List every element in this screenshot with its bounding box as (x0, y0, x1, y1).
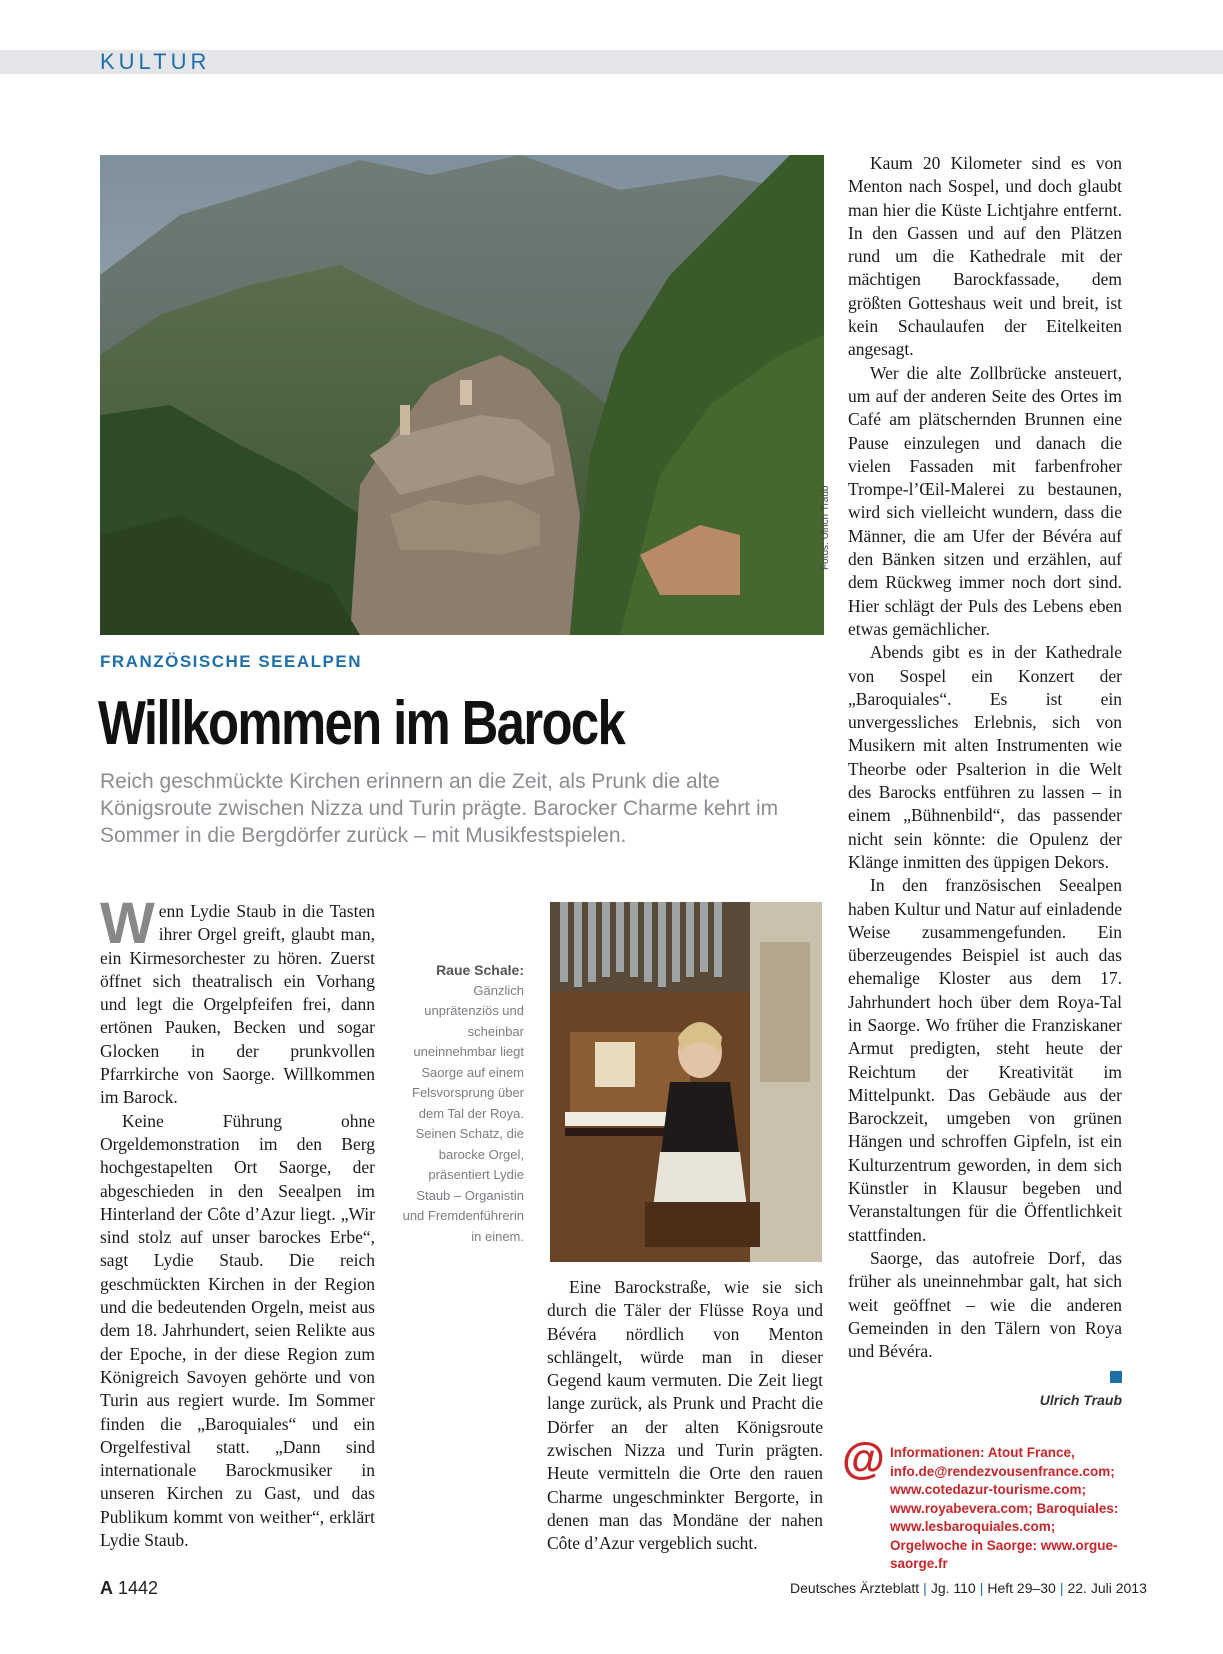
organ-photo (550, 902, 822, 1262)
article-column-3 (848, 152, 1122, 1363)
paragraph: Abends gibt es in der Kathedrale von Sospel ein Konzert der „Baroquiales“. Es ist ein unvergessliches Erlebnis, sich von Musikern mit alten Instrumenten wie Theorbe oder Psalterion in die Welt des Barocks entführen zu lassen – in einem „Bühnenbild“, das passender nicht sein könnte: die Opulenz der Klänge inmitten des üppigen Dekors. (848, 642, 1122, 872)
info-box: Informationen: Atout France, info.de@rendezvousenfrance.com; www.cotedazur-tourisme.com; www.royabevera.com; Baroquiales: www.lesbaroquiales.com; Orgelwoche in Saorge: www.orgue-saorge.fr (890, 1445, 1119, 1571)
kicker: FRANZÖSISCHE SEEALPEN (100, 652, 362, 671)
journal-name: Deutsches Ärzteblatt (790, 1580, 920, 1596)
separator: | (1059, 1580, 1064, 1596)
paragraph: Kaum 20 Kilometer sind es von Menton nach Sospel, und doch glaubt man hier die Küste Lichtjahre entfernt. In den Gassen und auf den Plätzen rund um die Kathedrale mit der mächtigen Barockfassade, dem größten Gotteshaus weit und breit, ist kein Schaulaufen der Eitelkeiten angesagt. (848, 153, 1122, 360)
paragraph-text: enn Lydie Staub in die Tasten ihrer Orgel greift, glaubt man, ein Kirmesorchester zu hören. Zuerst öffnet sich theatralisch ein Vorhang und legt die Orgelpfeifen frei, dann ertönen Pauken, Becken und sogar Glocken in der prunkvollen Pfarrkirche von Saorge. Willkommen im Barock. (100, 901, 375, 1108)
caption-title: Raue Schale: (436, 962, 524, 978)
page-number-value: 1442 (118, 1578, 159, 1598)
saorge-village-photo (100, 155, 824, 635)
headline: Willkommen im Barock (98, 689, 625, 758)
paragraph: Wer die alte Zollbrücke ansteuert, um auf der anderen Seite des Ortes im Café am plätschernden Brunnen eine Pause einzulegen und danach die vielen Fassaden mit farbenfroher Trompe-l’Œil-Malerei zu bestaunen, wird sich vielleicht wundern, dass die Männer, die am Ufer der Bévéra auf den Bänken sitzen und erzählen, auf dem Rückweg immer noch dort sind. Hier schlägt der Puls des Lebens eben etwas gemächlicher. (848, 362, 1122, 639)
at-sign-icon: @ (842, 1434, 885, 1483)
dropcap: W (100, 891, 155, 956)
photo-caption (400, 960, 524, 1247)
issue: Heft 29–30 (987, 1580, 1056, 1596)
article-column-2 (547, 1276, 823, 1556)
page-prefix: A (100, 1578, 113, 1598)
caption-text: Gänzlich unprätenziös und scheinbar uneinnehmbar liegt Saorge auf einem Felsvorsprung über dem Tal der Roya. Seinen Schatz, die barocke Orgel, präsentiert Lydie Staub – Organistin und Fremdenführerin in einem. (402, 982, 524, 1244)
lead-paragraph: Reich geschmückte Kirchen erinnern an die Zeit, als Prunk die alte Königsroute zwischen Nizza und Turin prägte. Barocker Charme kehrt im Sommer in die Bergdörfer zurück – mit Musikfestspielen. (100, 770, 779, 847)
paragraph: In den französischen Seealpen haben Kultur und Natur auf einladende Weise zusammengefunden. Ein überzeugendes Beispiel ist auch das ehemalige Kloster aus dem 17. Jahrhundert hoch über dem Roya-Tal in Saorge. Wo früher die Franziskaner Armut predigten, steht heute der Reichtum der Kreativität im Mittelpunkt. Das Gebäude aus der Barockzeit, umgeben von grünen Hängen und schroffen Gipfeln, ist ein Kulturzentrum geworden, in dem sich Künstler in Klausur begeben und Veranstaltungen für die Öffentlichkeit stattfinden. (848, 875, 1122, 1245)
article-column-1 (100, 891, 375, 1552)
paragraph (100, 891, 375, 1110)
section-label: KULTUR (100, 49, 211, 74)
separator: | (923, 1580, 927, 1596)
footer-meta (790, 1580, 1147, 1596)
issue-date: 22. Juli 2013 (1067, 1580, 1147, 1596)
paragraph: Keine Führung ohne Orgeldemonstration im den Berg hochgestapelten Ort Saorge, der abgeschieden in den Seealpen im Hinterland der Côte d’Azur liegt. „Wir sind stolz auf unser barockes Erbe“, sagt Lydie Staub. Die reich geschmückten Kirchen in der Region und die bedeutenden Orgeln, meist aus dem 18. Jahrhundert, seien Relikte aus der Epoche, in der diese Region zum Königreich Savoyen gehörte und von Turin aus regiert wurde. Im Sommer finden die „Baroquiales“ und ein Orgelfestival statt. „Dann sind internationale Barockmusiker in unseren Kirchen zu Gast, und das Publikum kommt von weither“, erklärt Lydie Staub. (100, 1110, 375, 1551)
photo-credit: Fotos: Ulrich Traub (820, 485, 831, 570)
page-number (100, 1578, 158, 1599)
paragraph: Saorge, das autofreie Dorf, das früher als uneinnehmbar galt, hat sich weit geöffnet – wie die anderen Gemeinden in den Tälern von Roya und Bévéra. (848, 1247, 1122, 1362)
paragraph: Eine Barockstraße, wie sie sich durch die Täler der Flüsse Roya und Bévéra nördlich von Menton schlängelt, würde man in dieser Gegend kaum vermuten. Die Zeit liegt lange zurück, als Prunk und Pracht die Dörfer an der alten Königsroute zwischen Nizza und Turin prägten. Heute vermitteln die Orte den rauen Charme ungeschminkter Bergorte, in denen man das Mondäne der nahen Côte d’Azur vergeblich sucht. (547, 1277, 823, 1554)
separator: | (979, 1580, 984, 1596)
volume: Jg. 110 (930, 1580, 976, 1596)
end-mark-icon (1110, 1371, 1122, 1383)
author-name: Ulrich Traub (1039, 1392, 1122, 1408)
